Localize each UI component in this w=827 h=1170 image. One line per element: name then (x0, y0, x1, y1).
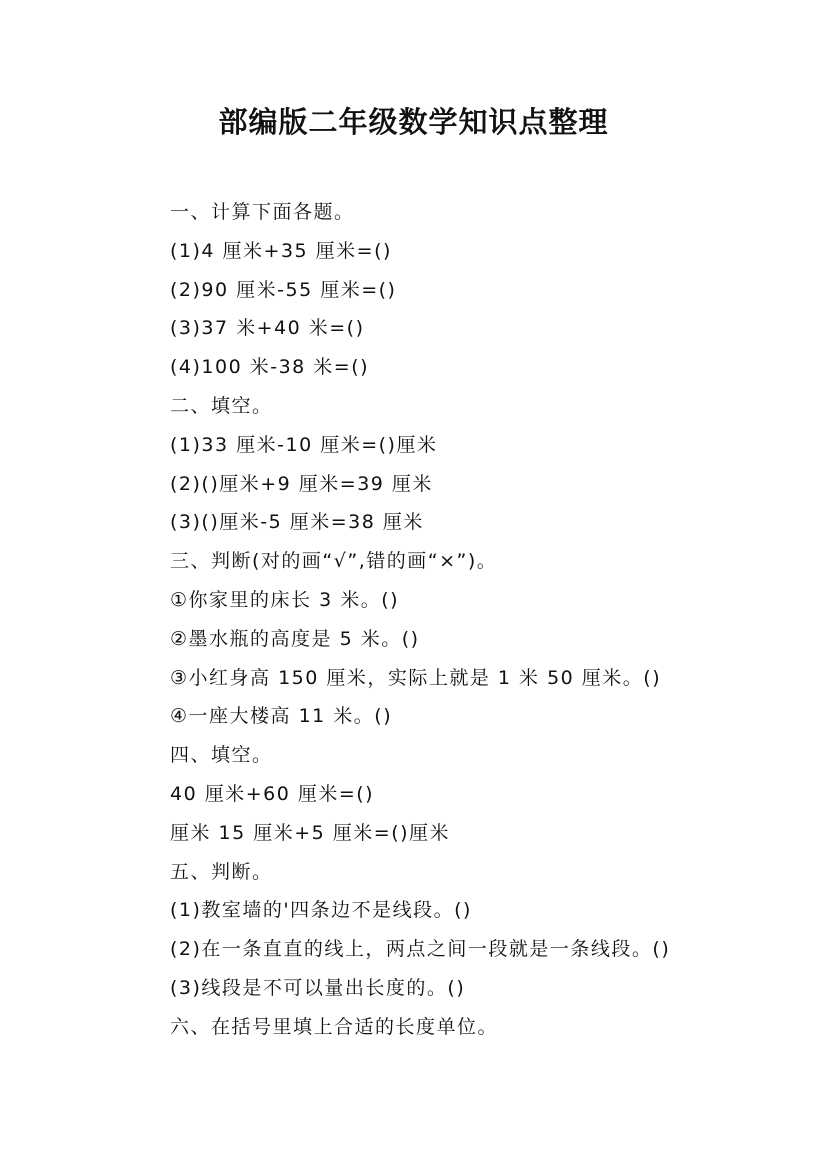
question-line: (2)在一条直直的线上，两点之间一段就是一条线段。() (170, 938, 671, 961)
question-line: (1)教室墙的'四条边不是线段。() (170, 899, 472, 922)
section-heading-2: 二、填空。 (170, 394, 273, 417)
question-line: ④一座大楼高 11 米。() (170, 705, 393, 728)
document-title: 部编版二年级数学知识点整理 (218, 105, 609, 139)
question-line: (2)()厘米+9 厘米=39 厘米 (170, 472, 433, 495)
question-line: ②墨水瓶的高度是 5 米。() (170, 627, 420, 650)
question-line: (3)37 米+40 米=() (170, 317, 365, 340)
question-line: ①你家里的床长 3 米。() (170, 588, 400, 611)
question-line: 40 厘米+60 厘米=() (170, 782, 375, 805)
question-line: ③小红身高 150 厘米，实际上就是 1 米 50 厘米。() (170, 666, 662, 689)
question-line: (4)100 米-38 米=() (170, 356, 370, 379)
section-heading-5: 五、判断。 (170, 860, 273, 883)
question-line: (3)()厘米-5 厘米=38 厘米 (170, 511, 424, 534)
question-line: (1)4 厘米+35 厘米=() (170, 239, 392, 262)
question-line: (2)90 厘米-55 厘米=() (170, 278, 397, 301)
section-heading-1: 一、计算下面各题。 (170, 201, 355, 223)
section-heading-3: 三、判断(对的画“√”,错的画“×”)。 (170, 550, 498, 573)
question-line: 厘米 15 厘米+5 厘米=()厘米 (170, 821, 451, 844)
question-line: (3)线段是不可以量出长度的。() (170, 976, 466, 999)
document-body (170, 193, 790, 1047)
section-heading-4: 四、填空。 (170, 744, 273, 767)
question-line: (1)33 厘米-10 厘米=()厘米 (170, 433, 438, 456)
section-heading-6: 六、在括号里填上合适的长度单位。 (170, 1015, 499, 1038)
